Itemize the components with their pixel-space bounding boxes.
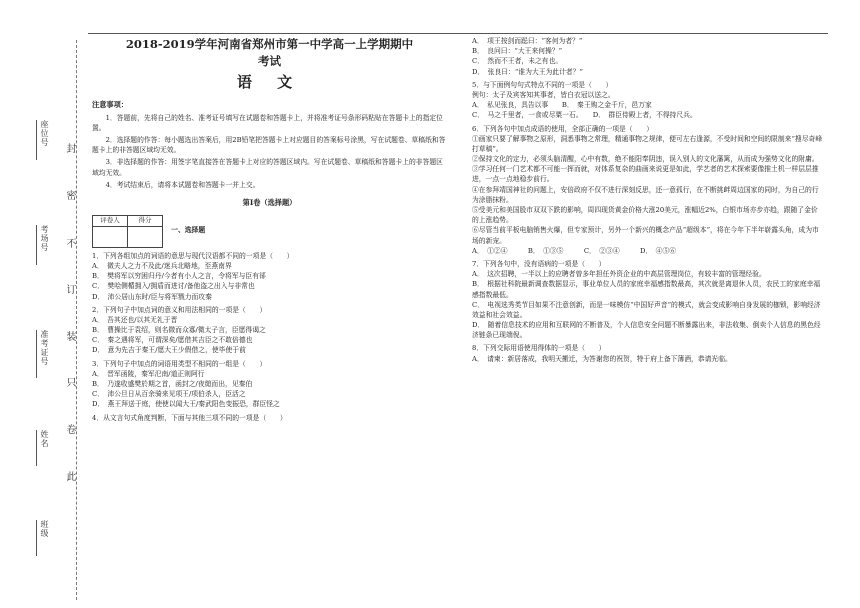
answer-option[interactable]: A． 吾其还也/以其无礼于晋: [92, 315, 178, 324]
question-stem: 8．下列交际用语使用得体的一项是（ ）: [472, 344, 606, 353]
answer-option[interactable]: B． 乃遂收盛樊於期之首，函封之/夜缒而出，见秦伯: [92, 380, 253, 388]
score-box-row: [92, 215, 447, 248]
passage-paragraph: ①画家只要了解事物之原形，洞悉事物之常理，精通事物之规律，便可左右逢源，不受时间和空间的限制来“搜尽奇峰打草稿”。: [472, 134, 823, 153]
grader-cell[interactable]: [93, 226, 128, 247]
answer-option[interactable]: A． ①②④ B． ①③⑤ C． ②③④ D． ④⑤⑥: [472, 246, 677, 255]
note-item: 4．考试结束后，请将本试题卷和答题卡一并上交。: [105, 180, 260, 189]
question-stem: 2．下列句子中加点词的意义和用法相同的一项是（ ）: [92, 305, 267, 314]
answer-option[interactable]: D． 燕王拜送于庭，使使以闻大王/秦武阳色变振恐，群臣怪之: [92, 400, 280, 409]
answer-option[interactable]: B． 樊将军以穷困归丹/今者有小人之言，令将军与臣有郤: [92, 272, 266, 281]
top-rule: [88, 33, 828, 34]
answer-option[interactable]: D． 张良曰：“谁为大王为此计者？”: [472, 67, 583, 76]
answer-option[interactable]: A． 项王按剑而跽曰：“客何为者？”: [472, 37, 583, 45]
answer-option[interactable]: D． 沛公居山东时/臣与将军戮力而攻秦: [92, 292, 212, 301]
passage-paragraph: ②保持文化的定力，必须头脑清醒，心中有数，绝不能阳奉阴违，误入别人的文化藩篱，从而成为强势文化的附庸。: [472, 155, 819, 164]
exam-title-line1: 2018-2019学年河南省郑州市第一中学高一上学期期中: [125, 37, 414, 51]
passage-paragraph: C． 电视选秀类节目如果不注意创新，而是一味模仿“中国好声音”的模式，就会变成影响自身发展的枷锁，影响经济效益和社会效益。: [472, 300, 821, 319]
note-item: 1．答题前，先将自己的姓名、准考证号填写在试题卷和答题卡上，并将准考证号条形码粘贴在答题卡上的指定位置。: [92, 113, 443, 132]
passage-paragraph: ⑥尽管当前平板电脑销售火爆，但专家预计，另外一个新兴的概念产品“超级本”，将在今年下半年崭露头角，成为市场的新宠。: [472, 226, 819, 245]
note-item: 3．非选择题的作答：用签字笔直接答在答题卡上对应的答题区域内。写在试题卷、草稿纸和答题卡上的非答题区域均无效。: [92, 158, 443, 177]
section-title: 第Ⅰ卷（选择题）: [242, 197, 297, 207]
exam-room-field[interactable]: 考场号: [36, 225, 50, 265]
answer-option[interactable]: C． 沛公旦日从百余骑来见项王/项伯杀人，臣活之: [92, 390, 246, 399]
subject-title: 语 文: [236, 73, 303, 92]
answer-option[interactable]: B． 良问曰：“大王来何操？”: [472, 47, 563, 56]
passage-paragraph: A． 这次招聘，一半以上的应聘者曾多年担任外资企业的中高层管理岗位，有较丰富的管理经验。: [472, 270, 766, 279]
answer-option[interactable]: A． 晋军函陵，秦军氾南/道正则阿行: [92, 369, 205, 378]
binding-char: 卷: [64, 424, 75, 434]
answer-option[interactable]: A． 微夫人之力不及此/迷兵北略地，至燕南界: [92, 261, 232, 270]
score-cell[interactable]: [128, 226, 163, 247]
class-field[interactable]: 班级: [36, 520, 50, 556]
question-stem: 6．下列各句中加点成语的使用，全部正确的一项是（ ）: [472, 124, 654, 133]
grader-header: 评卷人: [93, 215, 128, 226]
question-stem: 3．下列句子中加点的词语用类型不相同的一组是（ ）: [92, 359, 267, 368]
binding-char: 密: [64, 190, 75, 200]
question-stem: 4．从文言句式角度判断，下面与其他三项不同的一项是（ ）: [92, 413, 287, 422]
answer-option[interactable]: A． 私见张良，具告以事 B． 秦王购之金千斤，邑万家: [472, 101, 652, 110]
answer-option[interactable]: B． 曹操比于袁绍，则名微而众寡/微太子言，臣愿得谒之: [92, 326, 266, 335]
left-questions: [92, 251, 447, 423]
answer-option[interactable]: C． 马之千里者，一食或尽粟一石。 D． 群臣侍殿上者，不得持尺兵。: [472, 111, 697, 120]
score-header: 得分: [128, 215, 163, 226]
answer-option[interactable]: C． 樊哙侧楯拥入/拥盾而进讨/备他盗之出入与非常也: [92, 282, 255, 291]
passage-paragraph: ④在参拜靖国神社的问题上，安倍政府不仅不进行深刻反思，还一意孤行，在不断挑衅周边国家的同时，为自己的行为涂脂抹粉。: [472, 185, 819, 204]
passage-paragraph: ③学习任何一门艺术都不可能一挥而就，对体系复杂的曲画来说更是如此，学艺者的艺术探索要像推土机一样层层推进，一点一点地稳步前行。: [472, 165, 819, 184]
passage-paragraph: B． 根据社科院最新调查数据显示，事业单位人员的家庭幸福感指数最高，其次就是离退休人员，农民工的家庭幸福感指数最低。: [472, 280, 821, 299]
exam-title-line2: 考试: [258, 53, 281, 68]
right-questions: [472, 36, 824, 364]
binding-margin: [0, 0, 80, 608]
left-column: [92, 36, 447, 423]
score-table: [92, 215, 163, 248]
ticket-number-field[interactable]: 准考证号: [36, 330, 50, 378]
passage-paragraph: ⑤受美元和美国股市双双下跌的影响，周四现货黄金价格大涨20美元，涨幅近2%，白银市场亦步亦趋，跟随了金价的上涨趋势。: [472, 206, 818, 225]
passage-paragraph: D． 随着信息技术的应用和互联网的不断普及，个人信息安全问题不断暴露出来，非法收集、倒卖个人信息的黑色经济链条已现端倪。: [472, 321, 821, 340]
notes-heading: 注意事项：: [92, 99, 128, 109]
part-title: 一、选择题: [171, 225, 206, 234]
note-item: 2．选择题的作答：每小题选出答案后，用2B铅笔把答题卡上对应题目的答案标号涂黑，写在试题卷、草稿纸和答题卡上的非答题区域均无效。: [92, 136, 446, 155]
passage-paragraph: A． 请柬：新居落成，我明天搬迁，为答谢您的祝贺，特于府上备下薄酒，恭请光临。: [472, 354, 732, 363]
answer-option[interactable]: D． 意为先吉于秦王/愿大王少假借之，使毕使于前: [92, 346, 246, 355]
right-column: [472, 36, 824, 364]
binding-dashed-line: [76, 40, 77, 600]
question-stem: 7．下列各句中，没有语病的一项是（ ）: [472, 259, 606, 268]
name-field[interactable]: 姓名: [36, 430, 50, 466]
answer-option[interactable]: C． 秦之遇将军，可谓深矣/愿借其吉臣之不敢倍德也: [92, 336, 253, 345]
binding-char: 订: [64, 284, 75, 294]
binding-char: 封: [64, 143, 75, 153]
binding-char: 不: [64, 238, 75, 248]
answer-option[interactable]: C． 然而不王者，未之有也。: [472, 57, 563, 66]
binding-char: 装: [64, 331, 75, 341]
question-stem: 5．与下面例句句式特点不同的一项是（ ）: [472, 80, 613, 89]
binding-char: 只: [64, 377, 75, 387]
binding-char: 此: [64, 471, 75, 481]
question-stem: 1．下列各组加点的词语的意思与现代汉语都不同的一项是（ ）: [92, 251, 294, 260]
answer-option[interactable]: 例句：太子及宾客知其事者，皆白衣冠以送之。: [472, 90, 615, 99]
seat-number-field[interactable]: 座位号: [36, 120, 50, 160]
